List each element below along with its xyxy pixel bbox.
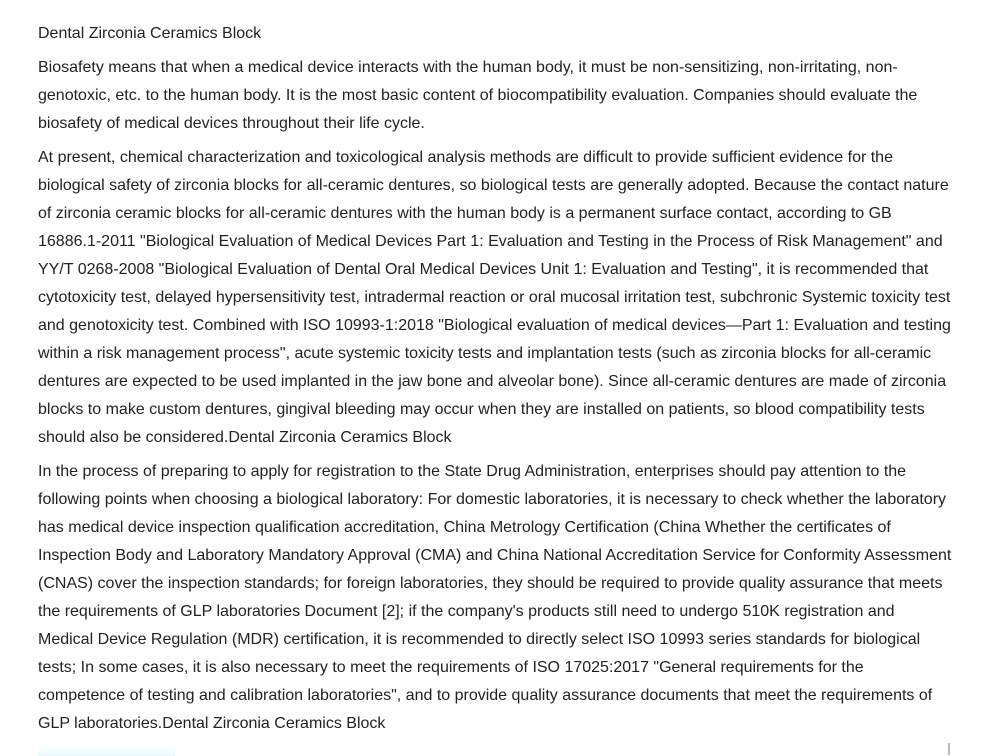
scrollbar-indicator[interactable]	[948, 743, 950, 755]
paragraph-laboratory-selection: In the process of preparing to apply for registration to the State Drug Administration, enterprises should pay attention to the following points when choosing a biological laboratory: For domestic laboratories, it is necessary to check whether the laboratory has medical device inspection qualification accreditation, China Metrology Certification (China Whether the certificates of Inspection Body and Laboratory Mandatory Approval (CMA) and China National Accreditation Service for Conformity Assessment (CNAS) cover the inspection standards; for foreign laboratories, they should be required to provide quality assurance that meets the requirements of GLP laboratories Document [2]; if the company's products still need to undergo 510K registration and Medical Device Regulation (MDR) certification, it is recommended to directly select ISO 10993 series standards for biological tests; In some cases, it is also necessary to meet the requirements of ISO 17025:2017 "General requirements for the competence of testing and calibration laboratories", and to provide quality assurance documents that meet the requirements of GLP laboratories.Dental Zirconia Ceramics Block	[38, 463, 952, 732]
faded-bottom-element	[38, 745, 175, 756]
document-title: Dental Zirconia Ceramics Block	[38, 25, 262, 42]
paragraph-biological-tests: At present, chemical characterization and toxicological analysis methods are difficult to provide sufficient evidence for the biological safety of zirconia blocks for all-ceramic dentures, so biological tests are generally adopted. Because the contact nature of zirconia ceramic blocks for all-ceramic dentures with the human body is a permanent surface contact, according to GB 16886.1-2011 "Biological Evaluation of Medical Devices Part 1: Evaluation and Testing in the Process of Risk Management" and YY/T 0268-2008 "Biological Evaluation of Dental Oral Medical Devices Unit 1: Evaluation and Testing", it is recommended that cytotoxicity test, delayed hypersensitivity test, intradermal reaction or oral mucosal irritation test, subchronic Systemic toxicity test and genotoxicity test. Combined with ISO 10993-1:2018 "Biological evaluation of medical devices—Part 1: Evaluation and testing within a risk management process", acute systemic toxicity tests and implantation tests (such as zirconia blocks for all-ceramic dentures are expected to be used implanted in the jaw bone and alveolar bone). Since all-ceramic dentures are made of zirconia blocks to make custom dentures, gingival bleeding may occur when they are installed on patients, so blood compatibility tests should also be considered.Dental Zirconia Ceramics Block	[38, 149, 951, 446]
article-body	[38, 20, 953, 744]
paragraph-biosafety: Biosafety means that when a medical device interacts with the human body, it must be non-sensitizing, non-irritating, non-genotoxic, etc. to the human body. It is the most basic content of biocompatibility evaluation. Companies should evaluate the biosafety of medical devices throughout their life cycle.	[38, 59, 918, 132]
